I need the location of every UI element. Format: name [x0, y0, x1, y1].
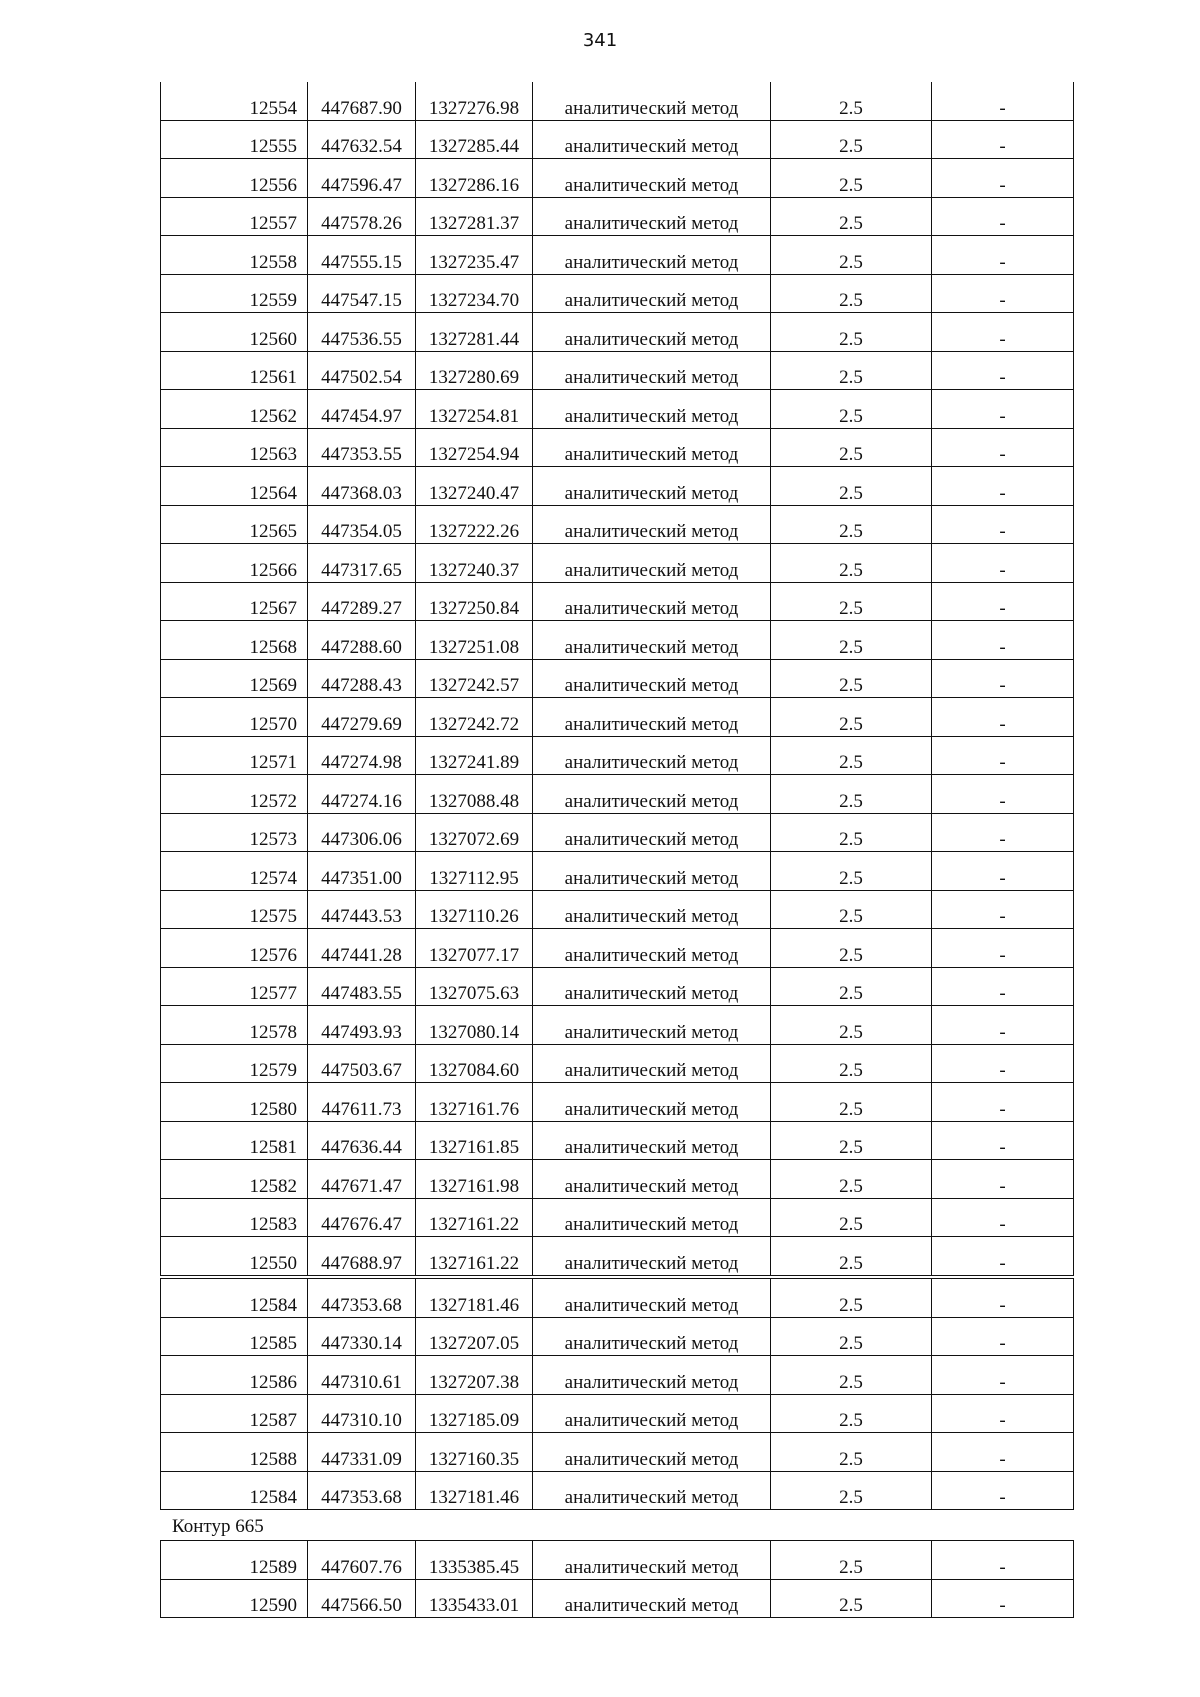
point-number-cell: 12571 — [161, 736, 308, 775]
description-cell: - — [932, 929, 1074, 968]
point-number-cell: 12585 — [161, 1317, 308, 1356]
y-coordinate-cell: 1327161.22 — [416, 1198, 533, 1237]
point-number-cell: 12556 — [161, 159, 308, 198]
method-cell: аналитический метод — [533, 1006, 771, 1045]
point-number-cell: 12555 — [161, 120, 308, 159]
description-cell: - — [932, 236, 1074, 275]
x-coordinate-cell: 447578.26 — [308, 197, 416, 236]
method-cell: аналитический метод — [533, 159, 771, 198]
y-coordinate-cell: 1327181.46 — [416, 1279, 533, 1318]
method-cell: аналитический метод — [533, 1541, 771, 1580]
method-cell: аналитический метод — [533, 736, 771, 775]
y-coordinate-cell: 1327234.70 — [416, 274, 533, 313]
description-cell: - — [932, 890, 1074, 929]
table-row — [161, 1317, 1074, 1356]
coordinates-table-contour-665 — [160, 1540, 1074, 1618]
method-cell: аналитический метод — [533, 351, 771, 390]
description-cell: - — [932, 197, 1074, 236]
x-coordinate-cell: 447330.14 — [308, 1317, 416, 1356]
method-cell: аналитический метод — [533, 274, 771, 313]
method-cell: аналитический метод — [533, 1083, 771, 1122]
table-row — [161, 1579, 1074, 1618]
description-cell: - — [932, 390, 1074, 429]
point-number-cell: 12564 — [161, 467, 308, 506]
x-coordinate-cell: 447632.54 — [308, 120, 416, 159]
y-coordinate-cell: 1327240.47 — [416, 467, 533, 506]
accuracy-cell: 2.5 — [771, 813, 932, 852]
table-row — [161, 120, 1074, 159]
description-cell: - — [932, 736, 1074, 775]
y-coordinate-cell: 1327281.37 — [416, 197, 533, 236]
x-coordinate-cell: 447274.98 — [308, 736, 416, 775]
y-coordinate-cell: 1327240.37 — [416, 544, 533, 583]
accuracy-cell: 2.5 — [771, 120, 932, 159]
method-cell: аналитический метод — [533, 390, 771, 429]
x-coordinate-cell: 447310.10 — [308, 1394, 416, 1433]
x-coordinate-cell: 447555.15 — [308, 236, 416, 275]
table-row — [161, 967, 1074, 1006]
table-row — [161, 1044, 1074, 1083]
description-cell: - — [932, 1279, 1074, 1318]
method-cell: аналитический метод — [533, 505, 771, 544]
point-number-cell: 12561 — [161, 351, 308, 390]
point-number-cell: 12583 — [161, 1198, 308, 1237]
method-cell: аналитический метод — [533, 428, 771, 467]
x-coordinate-cell: 447676.47 — [308, 1198, 416, 1237]
point-number-cell: 12569 — [161, 659, 308, 698]
method-cell: аналитический метод — [533, 467, 771, 506]
y-coordinate-cell: 1327254.81 — [416, 390, 533, 429]
table-row — [161, 313, 1074, 352]
description-cell: - — [932, 1579, 1074, 1618]
table-row — [161, 505, 1074, 544]
x-coordinate-cell: 447317.65 — [308, 544, 416, 583]
accuracy-cell: 2.5 — [771, 197, 932, 236]
method-cell: аналитический метод — [533, 1198, 771, 1237]
coordinates-table-contour — [160, 1278, 1074, 1510]
x-coordinate-cell: 447547.15 — [308, 274, 416, 313]
y-coordinate-cell: 1327080.14 — [416, 1006, 533, 1045]
description-cell: - — [932, 1541, 1074, 1580]
x-coordinate-cell: 447483.55 — [308, 967, 416, 1006]
table-row — [161, 236, 1074, 275]
y-coordinate-cell: 1335433.01 — [416, 1579, 533, 1618]
table-row — [161, 82, 1074, 120]
point-number-cell: 12584 — [161, 1279, 308, 1318]
table-row — [161, 659, 1074, 698]
description-cell: - — [932, 351, 1074, 390]
y-coordinate-cell: 1327250.84 — [416, 582, 533, 621]
description-cell: - — [932, 1471, 1074, 1510]
table-row — [161, 1006, 1074, 1045]
point-number-cell: 12575 — [161, 890, 308, 929]
accuracy-cell: 2.5 — [771, 852, 932, 891]
point-number-cell: 12584 — [161, 1471, 308, 1510]
x-coordinate-cell: 447688.97 — [308, 1237, 416, 1276]
description-cell: - — [932, 967, 1074, 1006]
accuracy-cell: 2.5 — [771, 929, 932, 968]
method-cell: аналитический метод — [533, 120, 771, 159]
y-coordinate-cell: 1327242.72 — [416, 698, 533, 737]
accuracy-cell: 2.5 — [771, 1237, 932, 1276]
x-coordinate-cell: 447671.47 — [308, 1160, 416, 1199]
table-row — [161, 390, 1074, 429]
point-number-cell: 12589 — [161, 1541, 308, 1580]
x-coordinate-cell: 447288.43 — [308, 659, 416, 698]
accuracy-cell: 2.5 — [771, 698, 932, 737]
table-row — [161, 1237, 1074, 1276]
x-coordinate-cell: 447443.53 — [308, 890, 416, 929]
description-cell: - — [932, 698, 1074, 737]
table-row — [161, 1198, 1074, 1237]
point-number-cell: 12573 — [161, 813, 308, 852]
contour-label: Контур 665 — [172, 1516, 264, 1537]
accuracy-cell: 2.5 — [771, 1044, 932, 1083]
table-row — [161, 775, 1074, 814]
description-cell: - — [932, 813, 1074, 852]
point-number-cell: 12568 — [161, 621, 308, 660]
x-coordinate-cell: 447306.06 — [308, 813, 416, 852]
table-row — [161, 852, 1074, 891]
accuracy-cell: 2.5 — [771, 1317, 932, 1356]
accuracy-cell: 2.5 — [771, 890, 932, 929]
method-cell: аналитический метод — [533, 544, 771, 583]
table-row — [161, 736, 1074, 775]
y-coordinate-cell: 1327185.09 — [416, 1394, 533, 1433]
point-number-cell: 12565 — [161, 505, 308, 544]
y-coordinate-cell: 1327286.16 — [416, 159, 533, 198]
description-cell: - — [932, 467, 1074, 506]
y-coordinate-cell: 1327072.69 — [416, 813, 533, 852]
x-coordinate-cell: 447636.44 — [308, 1121, 416, 1160]
table-row — [161, 1279, 1074, 1318]
method-cell: аналитический метод — [533, 197, 771, 236]
y-coordinate-cell: 1327161.76 — [416, 1083, 533, 1122]
description-cell: - — [932, 1433, 1074, 1472]
description-cell: - — [932, 1160, 1074, 1199]
method-cell: аналитический метод — [533, 621, 771, 660]
x-coordinate-cell: 447536.55 — [308, 313, 416, 352]
y-coordinate-cell: 1327084.60 — [416, 1044, 533, 1083]
x-coordinate-cell: 447566.50 — [308, 1579, 416, 1618]
point-number-cell: 12576 — [161, 929, 308, 968]
y-coordinate-cell: 1327235.47 — [416, 236, 533, 275]
point-number-cell: 12588 — [161, 1433, 308, 1472]
x-coordinate-cell: 447351.00 — [308, 852, 416, 891]
table-row — [161, 582, 1074, 621]
table-row — [161, 1083, 1074, 1122]
y-coordinate-cell: 1327161.85 — [416, 1121, 533, 1160]
accuracy-cell: 2.5 — [771, 1160, 932, 1199]
description-cell: - — [932, 313, 1074, 352]
accuracy-cell: 2.5 — [771, 351, 932, 390]
table-row — [161, 197, 1074, 236]
accuracy-cell: 2.5 — [771, 659, 932, 698]
y-coordinate-cell: 1327254.94 — [416, 428, 533, 467]
method-cell: аналитический метод — [533, 1394, 771, 1433]
method-cell: аналитический метод — [533, 659, 771, 698]
point-number-cell: 12579 — [161, 1044, 308, 1083]
accuracy-cell: 2.5 — [771, 82, 932, 120]
x-coordinate-cell: 447503.67 — [308, 1044, 416, 1083]
table-row — [161, 428, 1074, 467]
accuracy-cell: 2.5 — [771, 313, 932, 352]
y-coordinate-cell: 1327110.26 — [416, 890, 533, 929]
method-cell: аналитический метод — [533, 1317, 771, 1356]
method-cell: аналитический метод — [533, 582, 771, 621]
x-coordinate-cell: 447687.90 — [308, 82, 416, 120]
table-row — [161, 1160, 1074, 1199]
method-cell: аналитический метод — [533, 967, 771, 1006]
table-row — [161, 929, 1074, 968]
point-number-cell: 12587 — [161, 1394, 308, 1433]
point-number-cell: 12578 — [161, 1006, 308, 1045]
y-coordinate-cell: 1327077.17 — [416, 929, 533, 968]
point-number-cell: 12557 — [161, 197, 308, 236]
y-coordinate-cell: 1327242.57 — [416, 659, 533, 698]
table-row — [161, 1541, 1074, 1580]
point-number-cell: 12550 — [161, 1237, 308, 1276]
x-coordinate-cell: 447353.68 — [308, 1279, 416, 1318]
coordinates-table-main — [160, 82, 1074, 1276]
point-number-cell: 12558 — [161, 236, 308, 275]
table-row — [161, 813, 1074, 852]
accuracy-cell: 2.5 — [771, 1579, 932, 1618]
y-coordinate-cell: 1327222.26 — [416, 505, 533, 544]
y-coordinate-cell: 1327280.69 — [416, 351, 533, 390]
x-coordinate-cell: 447353.55 — [308, 428, 416, 467]
page-number: 341 — [582, 30, 618, 51]
description-cell: - — [932, 1317, 1074, 1356]
x-coordinate-cell: 447279.69 — [308, 698, 416, 737]
table-row — [161, 274, 1074, 313]
method-cell: аналитический метод — [533, 775, 771, 814]
method-cell: аналитический метод — [533, 1579, 771, 1618]
y-coordinate-cell: 1327088.48 — [416, 775, 533, 814]
accuracy-cell: 2.5 — [771, 1083, 932, 1122]
y-coordinate-cell: 1327112.95 — [416, 852, 533, 891]
method-cell: аналитический метод — [533, 1121, 771, 1160]
y-coordinate-cell: 1327251.08 — [416, 621, 533, 660]
point-number-cell: 12590 — [161, 1579, 308, 1618]
description-cell: - — [932, 582, 1074, 621]
table-row — [161, 159, 1074, 198]
y-coordinate-cell: 1327281.44 — [416, 313, 533, 352]
description-cell: - — [932, 659, 1074, 698]
description-cell: - — [932, 1356, 1074, 1395]
accuracy-cell: 2.5 — [771, 390, 932, 429]
y-coordinate-cell: 1327207.38 — [416, 1356, 533, 1395]
accuracy-cell: 2.5 — [771, 582, 932, 621]
y-coordinate-cell: 1327161.22 — [416, 1237, 533, 1276]
table-row — [161, 1121, 1074, 1160]
point-number-cell: 12580 — [161, 1083, 308, 1122]
accuracy-cell: 2.5 — [771, 1006, 932, 1045]
accuracy-cell: 2.5 — [771, 967, 932, 1006]
accuracy-cell: 2.5 — [771, 775, 932, 814]
accuracy-cell: 2.5 — [771, 428, 932, 467]
accuracy-cell: 2.5 — [771, 1279, 932, 1318]
description-cell: - — [932, 1121, 1074, 1160]
table-row — [161, 1471, 1074, 1510]
accuracy-cell: 2.5 — [771, 159, 932, 198]
x-coordinate-cell: 447310.61 — [308, 1356, 416, 1395]
y-coordinate-cell: 1327075.63 — [416, 967, 533, 1006]
description-cell: - — [932, 1044, 1074, 1083]
point-number-cell: 12563 — [161, 428, 308, 467]
method-cell: аналитический метод — [533, 852, 771, 891]
method-cell: аналитический метод — [533, 813, 771, 852]
table-row — [161, 467, 1074, 506]
description-cell: - — [932, 852, 1074, 891]
description-cell: - — [932, 1198, 1074, 1237]
method-cell: аналитический метод — [533, 890, 771, 929]
method-cell: аналитический метод — [533, 82, 771, 120]
accuracy-cell: 2.5 — [771, 1356, 932, 1395]
x-coordinate-cell: 447441.28 — [308, 929, 416, 968]
x-coordinate-cell: 447502.54 — [308, 351, 416, 390]
point-number-cell: 12574 — [161, 852, 308, 891]
description-cell: - — [932, 159, 1074, 198]
accuracy-cell: 2.5 — [771, 1471, 932, 1510]
method-cell: аналитический метод — [533, 236, 771, 275]
method-cell: аналитический метод — [533, 1237, 771, 1276]
method-cell: аналитический метод — [533, 1044, 771, 1083]
accuracy-cell: 2.5 — [771, 1394, 932, 1433]
point-number-cell: 12572 — [161, 775, 308, 814]
description-cell: - — [932, 621, 1074, 660]
description-cell: - — [932, 1006, 1074, 1045]
description-cell: - — [932, 1083, 1074, 1122]
x-coordinate-cell: 447611.73 — [308, 1083, 416, 1122]
accuracy-cell: 2.5 — [771, 505, 932, 544]
point-number-cell: 12554 — [161, 82, 308, 120]
x-coordinate-cell: 447596.47 — [308, 159, 416, 198]
method-cell: аналитический метод — [533, 929, 771, 968]
x-coordinate-cell: 447353.68 — [308, 1471, 416, 1510]
point-number-cell: 12570 — [161, 698, 308, 737]
table-row — [161, 351, 1074, 390]
point-number-cell: 12581 — [161, 1121, 308, 1160]
x-coordinate-cell: 447289.27 — [308, 582, 416, 621]
table-row — [161, 1356, 1074, 1395]
description-cell: - — [932, 1237, 1074, 1276]
description-cell: - — [932, 544, 1074, 583]
accuracy-cell: 2.5 — [771, 621, 932, 660]
y-coordinate-cell: 1327207.05 — [416, 1317, 533, 1356]
method-cell: аналитический метод — [533, 313, 771, 352]
x-coordinate-cell: 447368.03 — [308, 467, 416, 506]
accuracy-cell: 2.5 — [771, 736, 932, 775]
point-number-cell: 12559 — [161, 274, 308, 313]
x-coordinate-cell: 447274.16 — [308, 775, 416, 814]
accuracy-cell: 2.5 — [771, 236, 932, 275]
method-cell: аналитический метод — [533, 1160, 771, 1199]
y-coordinate-cell: 1327161.98 — [416, 1160, 533, 1199]
accuracy-cell: 2.5 — [771, 467, 932, 506]
description-cell: - — [932, 505, 1074, 544]
method-cell: аналитический метод — [533, 1279, 771, 1318]
description-cell: - — [932, 775, 1074, 814]
x-coordinate-cell: 447354.05 — [308, 505, 416, 544]
point-number-cell: 12582 — [161, 1160, 308, 1199]
method-cell: аналитический метод — [533, 1356, 771, 1395]
description-cell: - — [932, 274, 1074, 313]
y-coordinate-cell: 1327241.89 — [416, 736, 533, 775]
point-number-cell: 12577 — [161, 967, 308, 1006]
method-cell: аналитический метод — [533, 1471, 771, 1510]
description-cell: - — [932, 120, 1074, 159]
table-row — [161, 698, 1074, 737]
accuracy-cell: 2.5 — [771, 1121, 932, 1160]
table-row — [161, 544, 1074, 583]
table-row — [161, 1394, 1074, 1433]
x-coordinate-cell: 447454.97 — [308, 390, 416, 429]
accuracy-cell: 2.5 — [771, 1541, 932, 1580]
table-row — [161, 1433, 1074, 1472]
y-coordinate-cell: 1327181.46 — [416, 1471, 533, 1510]
x-coordinate-cell: 447607.76 — [308, 1541, 416, 1580]
x-coordinate-cell: 447493.93 — [308, 1006, 416, 1045]
point-number-cell: 12567 — [161, 582, 308, 621]
table-row — [161, 621, 1074, 660]
y-coordinate-cell: 1335385.45 — [416, 1541, 533, 1580]
point-number-cell: 12566 — [161, 544, 308, 583]
x-coordinate-cell: 447288.60 — [308, 621, 416, 660]
point-number-cell: 12560 — [161, 313, 308, 352]
description-cell: - — [932, 428, 1074, 467]
y-coordinate-cell: 1327276.98 — [416, 82, 533, 120]
table-row — [161, 890, 1074, 929]
accuracy-cell: 2.5 — [771, 544, 932, 583]
method-cell: аналитический метод — [533, 698, 771, 737]
description-cell: - — [932, 82, 1074, 120]
accuracy-cell: 2.5 — [771, 1433, 932, 1472]
y-coordinate-cell: 1327160.35 — [416, 1433, 533, 1472]
method-cell: аналитический метод — [533, 1433, 771, 1472]
accuracy-cell: 2.5 — [771, 1198, 932, 1237]
accuracy-cell: 2.5 — [771, 274, 932, 313]
point-number-cell: 12586 — [161, 1356, 308, 1395]
x-coordinate-cell: 447331.09 — [308, 1433, 416, 1472]
description-cell: - — [932, 1394, 1074, 1433]
point-number-cell: 12562 — [161, 390, 308, 429]
y-coordinate-cell: 1327285.44 — [416, 120, 533, 159]
